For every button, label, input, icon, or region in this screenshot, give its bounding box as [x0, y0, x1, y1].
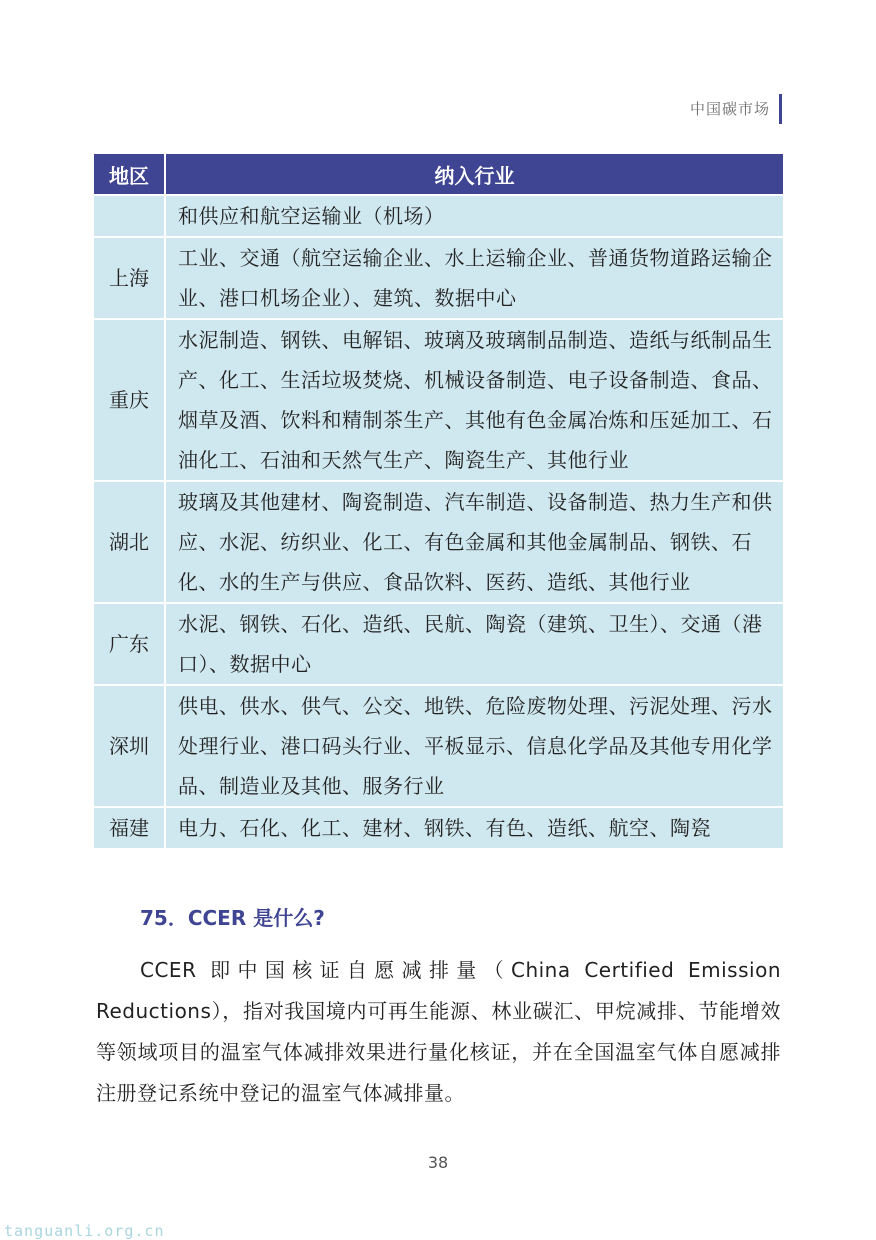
running-header: 中国碳市场	[689, 100, 770, 118]
industry-cell: 工业、交通（航空运输企业、水上运输企业、普通货物道路运输企业、港口机场企业）、建筑、数据中心	[165, 237, 783, 319]
region-cell	[94, 195, 165, 237]
region-cell: 深圳	[94, 685, 165, 807]
header-accent-bar	[779, 94, 782, 124]
header-region: 地区	[94, 154, 165, 195]
table-row	[94, 481, 783, 603]
region-cell: 福建	[94, 807, 165, 848]
region-cell: 上海	[94, 237, 165, 319]
watermark: tanguanli.org.cn	[4, 1222, 165, 1240]
table-row	[94, 195, 783, 237]
industry-table	[94, 154, 783, 848]
table-header-row	[94, 154, 783, 195]
page-number: 38	[427, 1153, 449, 1172]
industry-cell: 水泥制造、钢铁、电解铝、玻璃及玻璃制品制造、造纸与纸制品生产、化工、生活垃圾焚烧、机械设备制造、电子设备制造、食品、烟草及酒、饮料和精制茶生产、其他有色金属冶炼和压延加工、石油化工、石油和天然气生产、陶瓷生产、其他行业	[165, 319, 783, 481]
industry-cell: 和供应和航空运输业（机场）	[165, 195, 783, 237]
region-cell: 重庆	[94, 319, 165, 481]
table-row	[94, 237, 783, 319]
section-title: 75．CCER 是什么?	[140, 906, 325, 930]
table-row	[94, 319, 783, 481]
industry-cell: 玻璃及其他建材、陶瓷制造、汽车制造、设备制造、热力生产和供应、水泥、纺织业、化工、有色金属和其他金属制品、钢铁、石化、水的生产与供应、食品饮料、医药、造纸、其他行业	[165, 481, 783, 603]
header-industry: 纳入行业	[165, 154, 783, 195]
table-row	[94, 685, 783, 807]
table-row	[94, 807, 783, 848]
section-paragraph: CCER 即中国核证自愿减排量（China Certified Emission Reductions），指对我国境内可再生能源、林业碳汇、甲烷减排、节能增效等领域项目的温室气体减排效果进行量化核证，并在全国温室气体自愿减排注册登记系统中登记的温室气体减排量。	[96, 958, 781, 1105]
industry-cell: 供电、供水、供气、公交、地铁、危险废物处理、污泥处理、污水处理行业、港口码头行业、平板显示、信息化学品及其他专用化学品、制造业及其他、服务行业	[165, 685, 783, 807]
table-row	[94, 603, 783, 685]
region-cell: 广东	[94, 603, 165, 685]
industry-cell: 电力、石化、化工、建材、钢铁、有色、造纸、航空、陶瓷	[165, 807, 783, 848]
industry-cell: 水泥、钢铁、石化、造纸、民航、陶瓷（建筑、卫生）、交通（港口）、数据中心	[165, 603, 783, 685]
region-cell: 湖北	[94, 481, 165, 603]
